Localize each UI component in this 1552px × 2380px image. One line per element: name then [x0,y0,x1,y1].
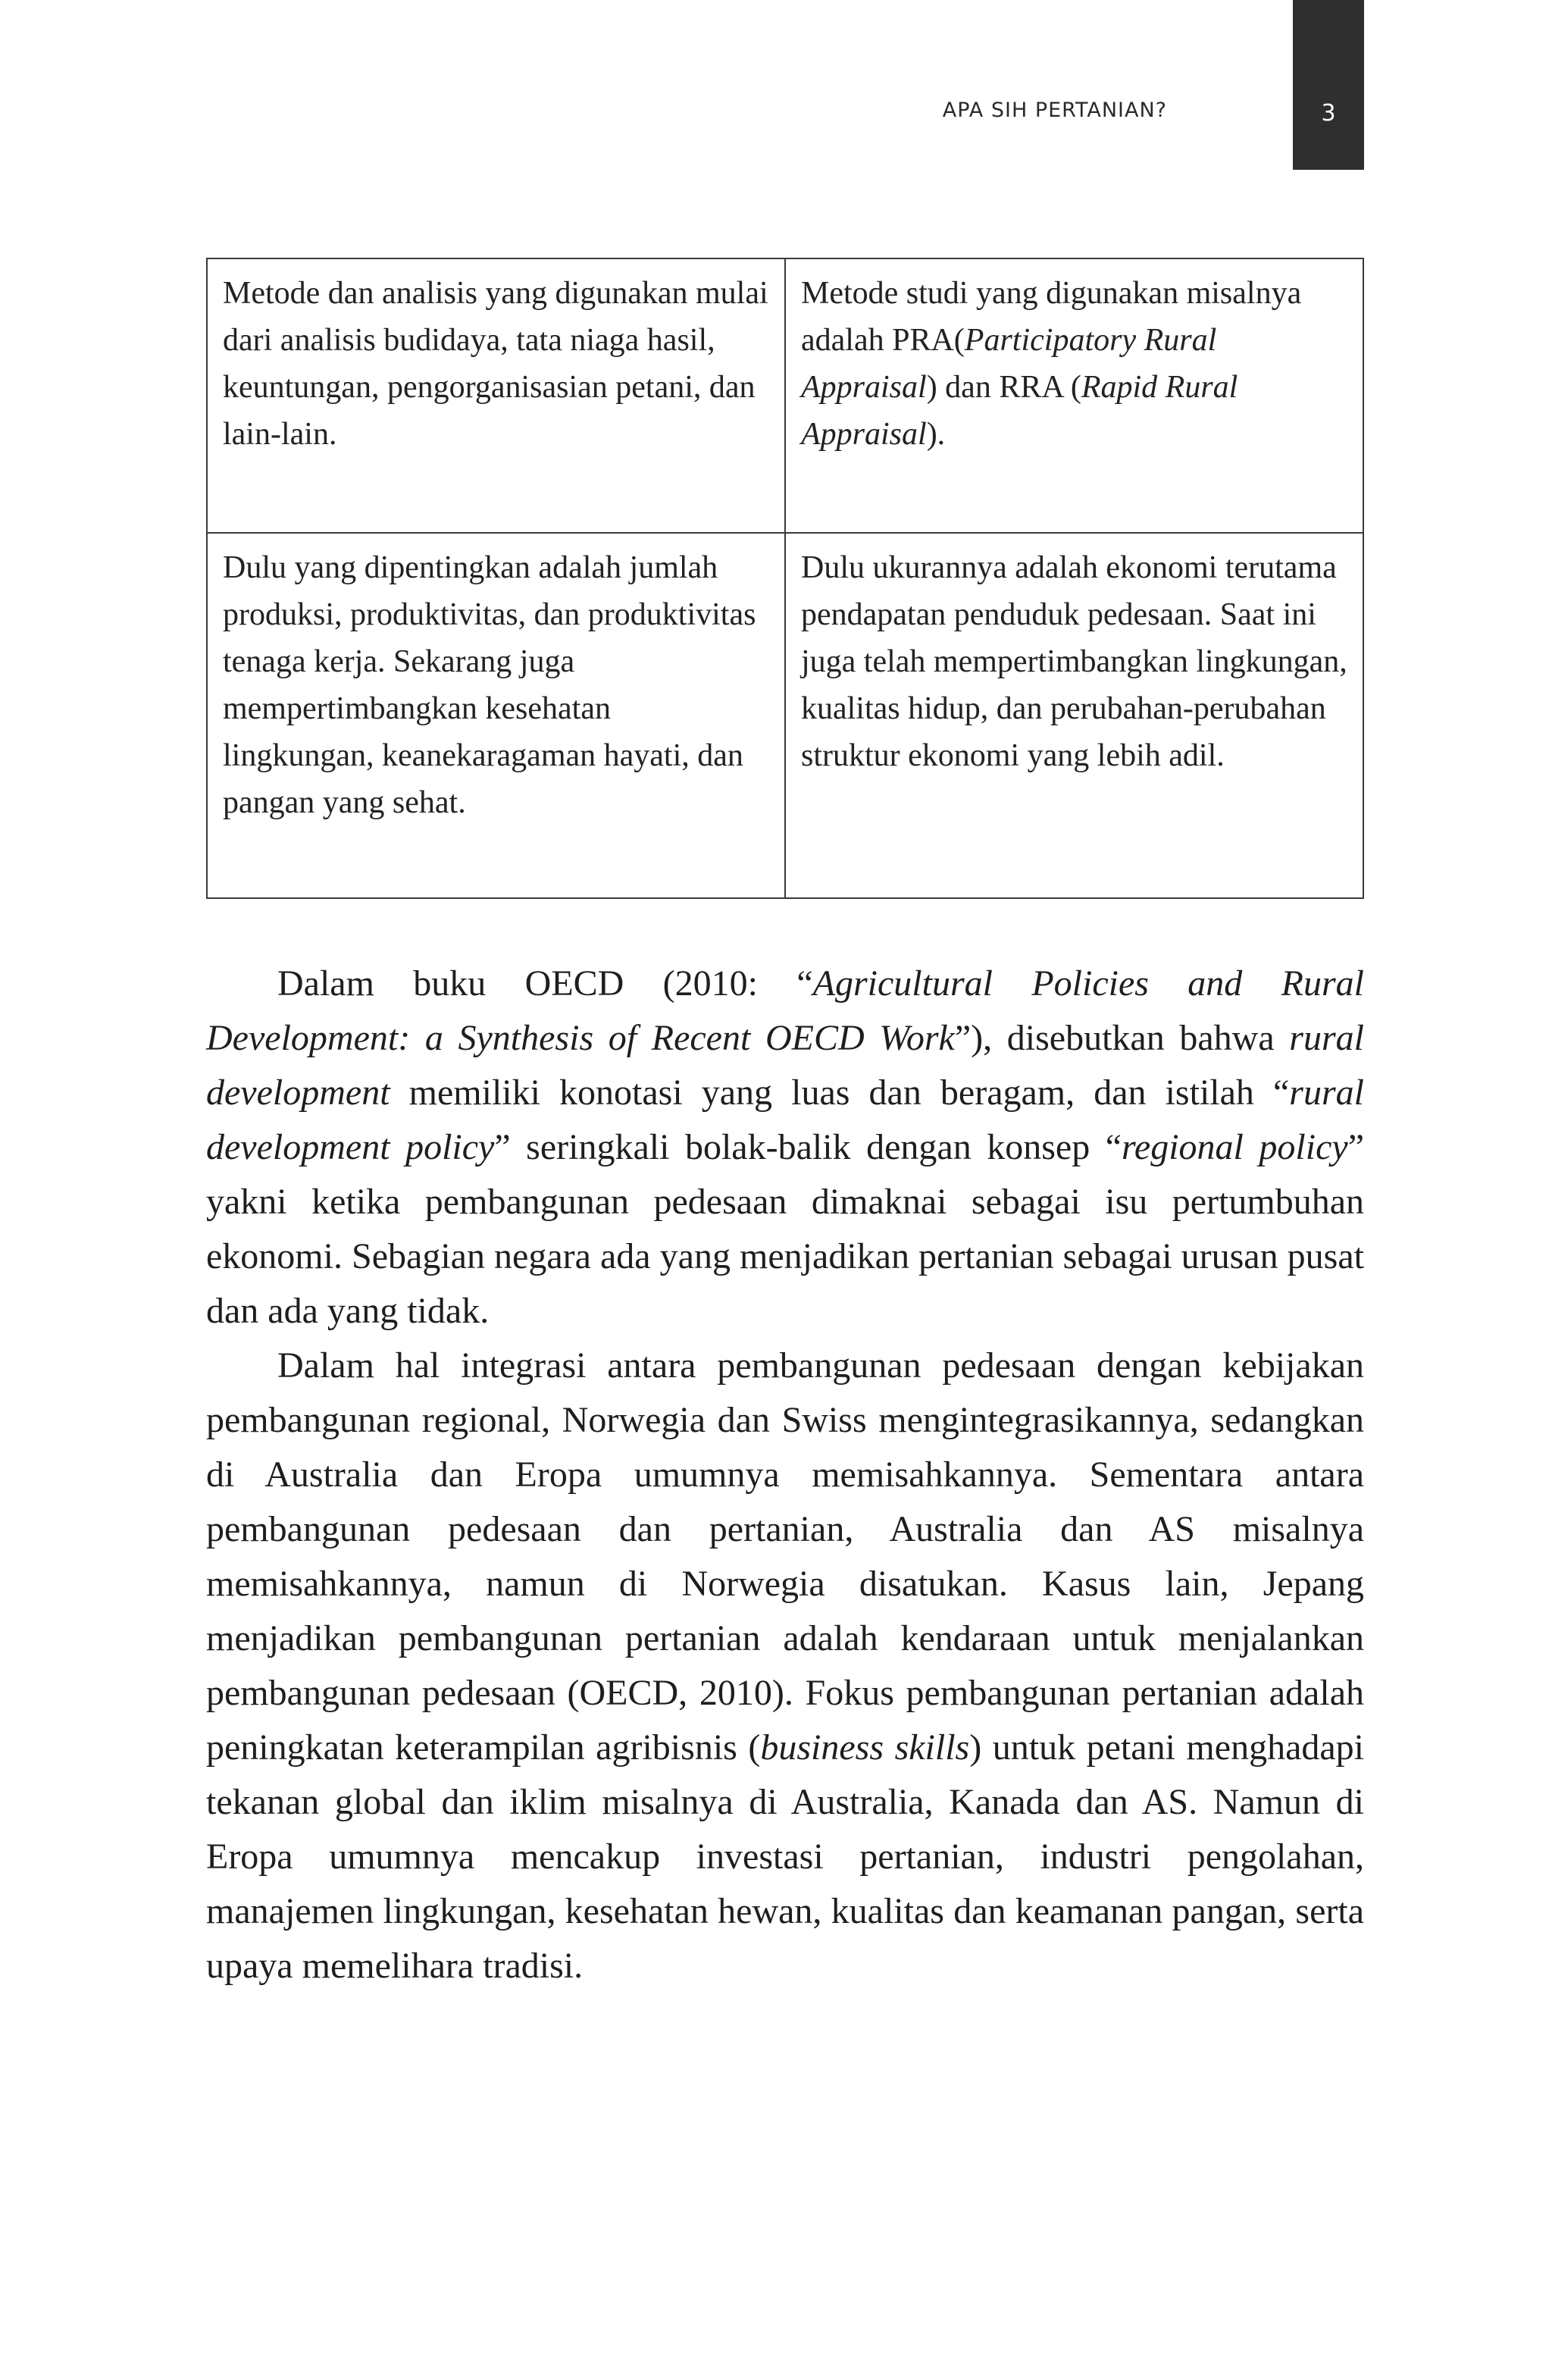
table-row [207,533,1363,898]
paragraph-text: ) untuk petani menghadapi tekanan global dan iklim misalnya di Australia, Kanada dan AS. Namun di Eropa umumnya mencakup investasi pertanian, industri pengolahan, manajemen lingkungan, kesehatan hewan, kualitas dan keamanan pangan, serta upaya memelihara tradisi. [206,1727,1365,1986]
cell-text: ). [926,417,946,452]
italic-term: business skills [760,1727,970,1768]
cell-italic-term: Rapid Rural Appraisal [801,370,1238,452]
table-cell-priorities: Dulu yang dipentingkan adalah jumlah produksi, produktivitas, dan produktivitas tenaga kerja. Sekarang juga mempertimbangkan kesehatan lingkungan, keanekaragaman hayati, dan pangan yang sehat. [207,533,785,898]
cell-text: Metode studi yang digunakan misalnya adalah PRA( [801,276,1302,358]
paragraph-text: ” yakni ketika pembangunan pedesaan dimaknai sebagai isu pertumbuhan ekonomi. Sebagian negara ada yang menjadikan pertanian sebagai urusan pusat dan ada yang tidak. [206,1127,1364,1331]
page-number-tab [1293,0,1364,170]
paragraph [206,1339,1364,1993]
running-title: APA SIH PERTANIAN? [942,99,1167,122]
paragraph-text: memiliki konotasi yang luas dan beragam, dan istilah “ [390,1073,1290,1113]
page-number: 3 [1321,100,1336,127]
paragraph-text: Dalam hal integrasi antara pembangunan pedesaan dengan kebijakan pembangunan regional, Norwegia dan Swiss mengintegrasikannya, sedangkan di Australia dan Eropa umumnya memisahkannya. Sementara antara pembangunan pedesaan dan pertanian, Australia dan AS misalnya memisahkannya, namun di Norwegia disatukan. Kasus lain, Jepang menjadikan pembangunan pertanian adalah kendaraan untuk menjalankan pembangunan pedesaan (OECD, 2010). Fokus pembangunan pertanian adalah peningkatan keterampilan agribisnis ( [206,1345,1364,1768]
italic-term: rural development policy [206,1073,1364,1167]
table-row [207,258,1363,533]
cell-text: ) dan RRA ( [926,370,1081,405]
cell-italic-term: Participatory Rural Appraisal [801,323,1217,405]
paragraph-text: ” seringkali bolak-balik dengan konsep “ [494,1127,1122,1167]
italic-term: rural development [206,1018,1364,1113]
paragraph [206,957,1364,1339]
paragraph-text: Dalam buku OECD (2010: “ [277,963,813,1004]
paragraph-text: ”), disebutkan bahwa [954,1018,1290,1058]
italic-term: regional policy [1122,1127,1348,1167]
body-text [206,957,1364,1993]
italic-title: Agricultural Policies and Rural Development: a Synthesis of Recent OECD Work [206,963,1365,1058]
table-cell-method-analysis: Metode dan analisis yang digunakan mulai dari analisis budidaya, tata niaga hasil, keuntungan, pengorganisasian petani, dan lain-lain. [207,258,785,533]
table-cell-study-method [785,258,1363,533]
table-cell-measures: Dulu ukurannya adalah ekonomi terutama pendapatan penduduk pedesaan. Saat ini juga telah mempertimbangkan lingkungan, kualitas hidup, dan perubahan-perubahan struktur ekonomi yang lebih adil. [785,533,1363,898]
comparison-table [206,258,1364,899]
